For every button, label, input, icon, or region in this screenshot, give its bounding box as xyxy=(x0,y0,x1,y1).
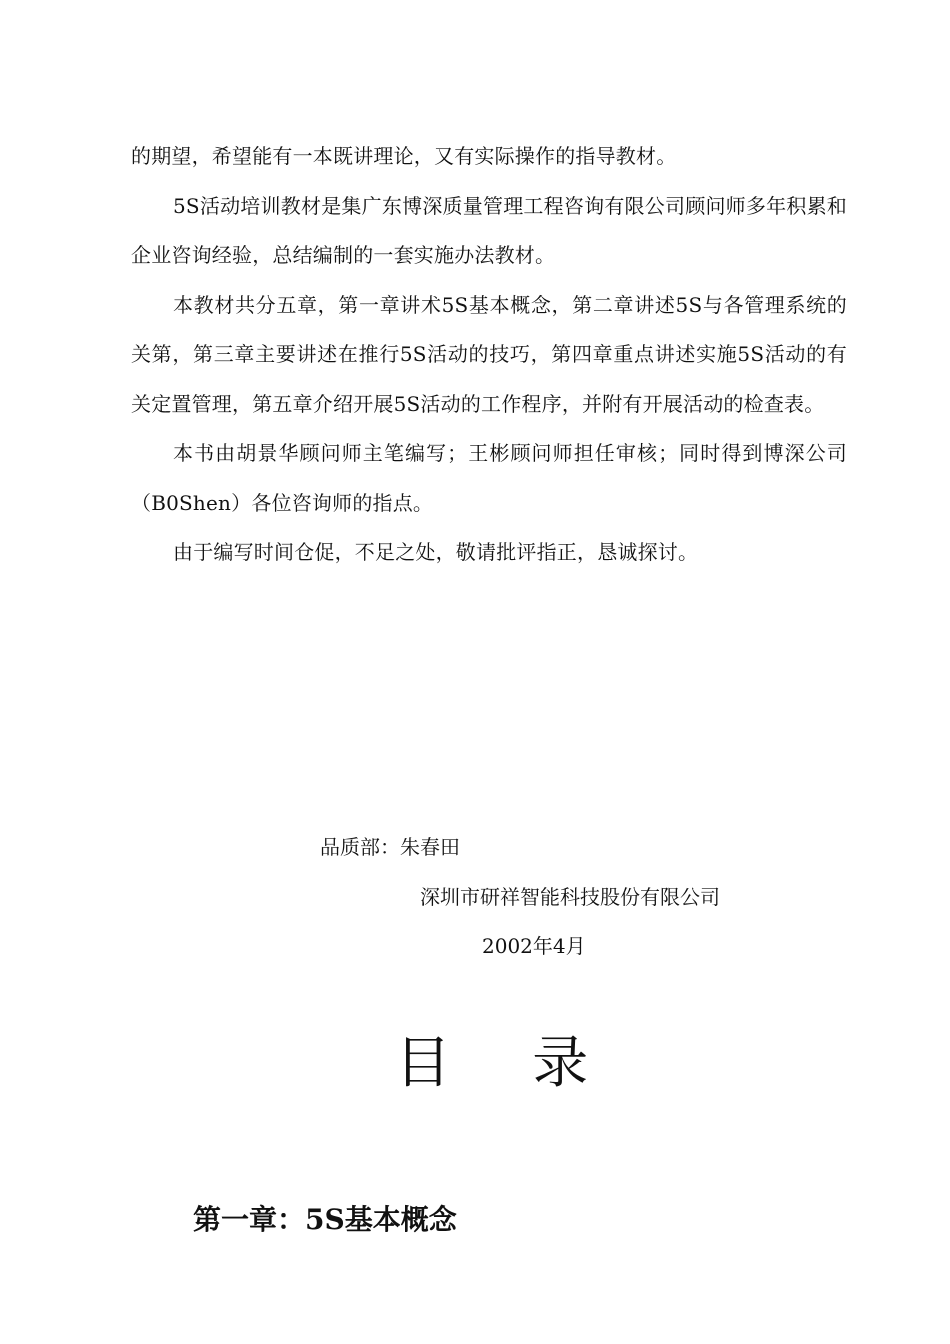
preface-paragraph-2: 5S活动培训教材是集广东博深质量管理工程咨询有限公司顾问师多年积累和企业咨询经验，总结编制的一套实施办法教材。 xyxy=(131,193,847,267)
preface-paragraph-4: 本书由胡景华顾问师主笔编写；王彬顾问师担任审核；同时得到博深公司（B0Shen）各位咨询师的指点。 xyxy=(131,441,847,515)
preface-body xyxy=(131,132,847,578)
preface-paragraph-1: 的期望，希望能有一本既讲理论，又有实际操作的指导教材。 xyxy=(131,144,677,168)
preface-paragraph-5: 由于编写时间仓促，不足之处，敬请批评指正，恳诚探讨。 xyxy=(173,540,699,564)
chapter-one-heading: 第一章：5S基本概念 xyxy=(193,1203,457,1236)
signature-department: 品质部：朱春田 xyxy=(320,835,460,859)
signature-date: 2002年4月 xyxy=(482,934,586,958)
preface-paragraph-3: 本教材共分五章，第一章讲术5S基本概念，第二章讲述5S与各管理系统的关第，第三章主要讲述在推行5S活动的技巧，第四章重点讲述实施5S活动的有关定置管理，第五章介绍开展5S活动的工作程序，并附有开展活动的检查表。 xyxy=(131,292,847,416)
signature-company: 深圳市研祥智能科技股份有限公司 xyxy=(420,885,720,909)
table-of-contents-title: 目 录 xyxy=(395,1031,591,1096)
